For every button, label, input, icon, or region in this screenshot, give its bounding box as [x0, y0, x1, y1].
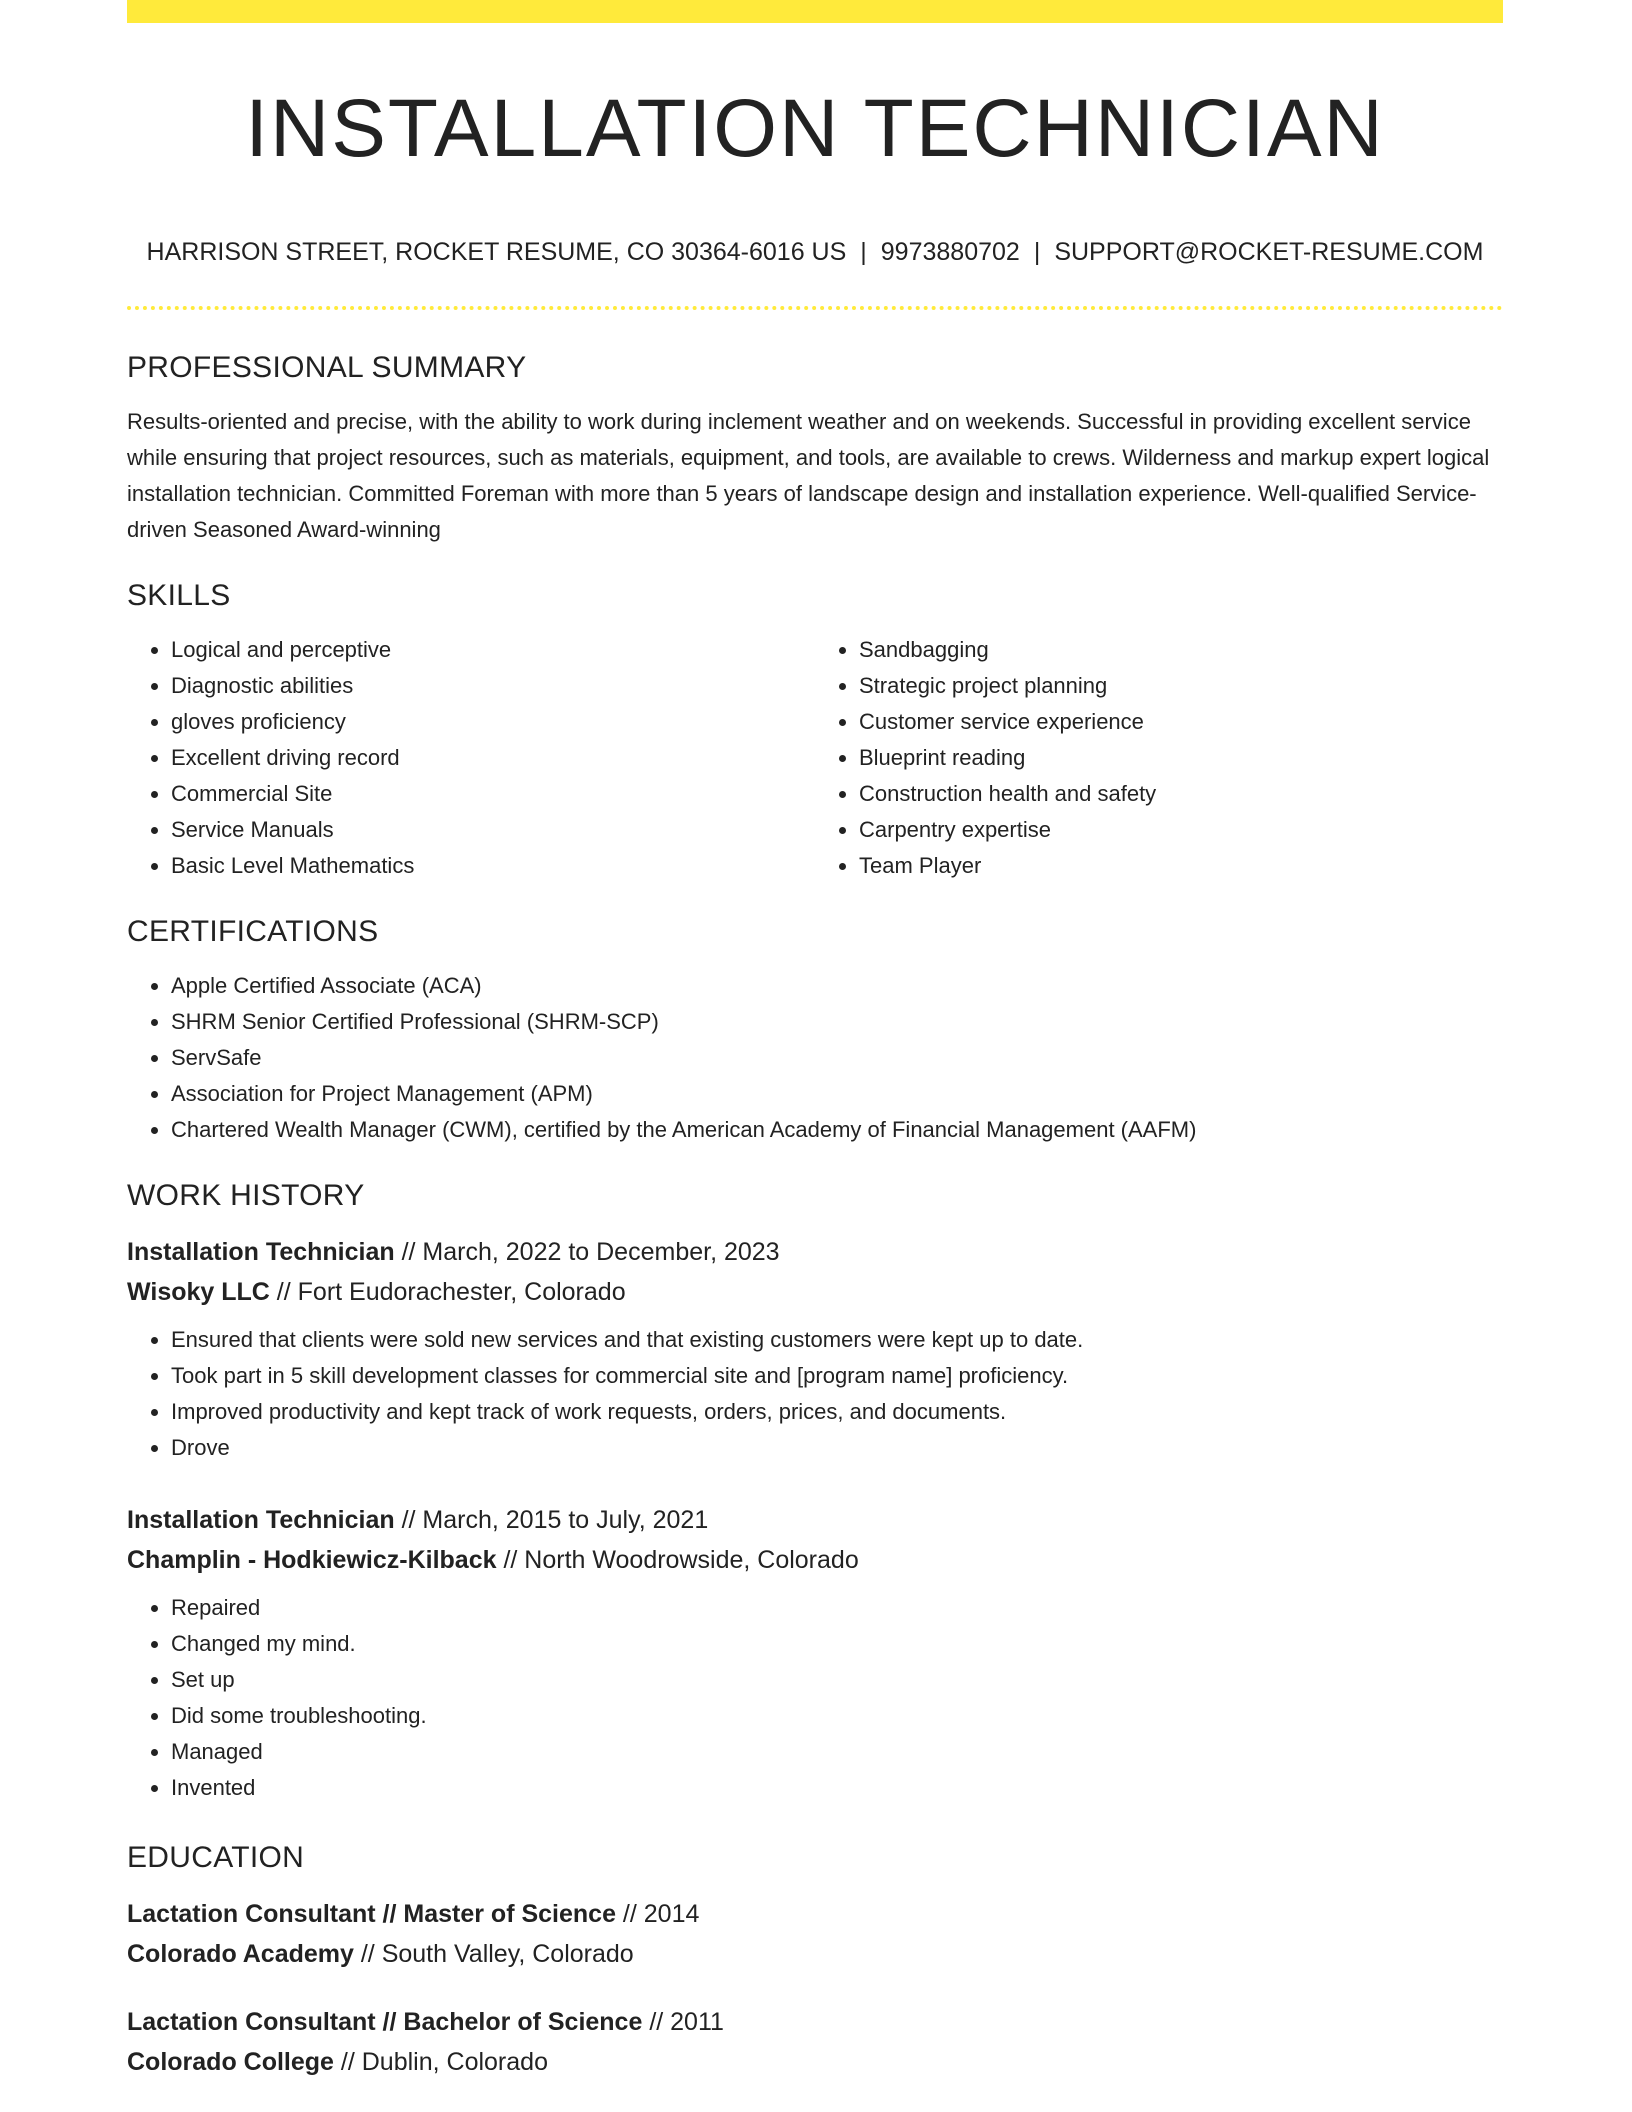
contact-separator: |	[1033, 238, 1041, 266]
certifications-list	[127, 968, 1503, 1148]
job-bullets	[127, 1590, 1503, 1806]
education-location: // Dublin, Colorado	[333, 2048, 548, 2076]
skill-item: • Blueprint reading	[859, 740, 1503, 776]
accent-bar	[127, 0, 1503, 23]
job-bullet: • Drove	[171, 1430, 1503, 1466]
job-location: // Fort Eudorachester, Colorado	[269, 1278, 626, 1306]
job-bullet: • Did some troubleshooting.	[171, 1698, 1503, 1734]
skills-list-right	[815, 632, 1503, 884]
contact-separator: |	[860, 238, 867, 266]
contact-phone: 9973880702	[880, 238, 1020, 266]
education-degree: Lactation Consultant // Bachelor of Science	[127, 2008, 643, 2036]
skill-item: • Strategic project planning	[859, 668, 1503, 704]
job-dates: // March, 2022 to December, 2023	[394, 1238, 780, 1266]
skill-item: • Construction health and safety	[859, 776, 1503, 812]
job-entry	[127, 1500, 1503, 1806]
work-history-section	[127, 1178, 1503, 1806]
job-entry	[127, 1232, 1503, 1466]
work-history-heading: WORK HISTORY	[127, 1179, 365, 1212]
contact-line	[127, 238, 1503, 267]
job-location: // North Woodrowside, Colorado	[496, 1546, 859, 1574]
education-degree-line	[127, 1894, 1503, 1934]
skills-list-left	[127, 632, 815, 884]
contact-email: SUPPORT@ROCKET-RESUME.COM	[1054, 238, 1484, 266]
education-year: // 2011	[642, 2008, 724, 2036]
job-title-line	[127, 1232, 1503, 1272]
summary-heading: PROFESSIONAL SUMMARY	[127, 351, 527, 384]
skill-item: • Basic Level Mathematics	[171, 848, 815, 884]
job-bullet: • Ensured that clients were sold new services and that existing customers were kept up to date.	[171, 1322, 1503, 1358]
education-section	[127, 1840, 1503, 2082]
skill-item: • Logical and perceptive	[171, 632, 815, 668]
education-location: // South Valley, Colorado	[353, 1940, 634, 1968]
resume-body	[127, 350, 1503, 2112]
job-company: Champlin - Hodkiewicz-Kilback	[127, 1546, 497, 1574]
certifications-heading: CERTIFICATIONS	[127, 915, 379, 948]
job-company-line	[127, 1272, 1503, 1312]
education-year: // 2014	[615, 1900, 700, 1928]
job-title: Installation Technician	[127, 1506, 395, 1534]
job-company: Wisoky LLC	[127, 1278, 270, 1306]
summary-text: Results-oriented and precise, with the ability to work during inclement weather and on weekends. Successful in providing excellent service while ensuring that project resources, such as materials, equipment, and tools, are available to crews. Wilderness and markup expert logical installation technician. Committed Foreman with more than 5 years of landscape design and installation experience. Well-qualified Service-driven Seasoned Award-winning	[127, 409, 1490, 542]
skill-item: • gloves proficiency	[171, 704, 815, 740]
certification-item: • Association for Project Management (APM)	[171, 1076, 1503, 1112]
skill-item: • Excellent driving record	[171, 740, 815, 776]
resume-title: INSTALLATION TECHNICIAN	[245, 83, 1385, 174]
education-entry	[127, 1894, 1503, 1974]
skill-item: • Service Manuals	[171, 812, 815, 848]
skill-item: • Diagnostic abilities	[171, 668, 815, 704]
job-bullet: • Repaired	[171, 1590, 1503, 1626]
education-degree: Lactation Consultant // Master of Science	[127, 1900, 616, 1928]
job-bullets	[127, 1322, 1503, 1466]
education-school-line	[127, 2042, 1503, 2082]
summary-section	[127, 350, 1503, 548]
certification-item: • Chartered Wealth Manager (CWM), certified by the American Academy of Financial Management (AAFM)	[171, 1112, 1503, 1148]
skills-columns	[127, 632, 1503, 884]
skill-item: • Sandbagging	[859, 632, 1503, 668]
certifications-section	[127, 914, 1503, 1148]
education-entry	[127, 2002, 1503, 2082]
skills-heading: SKILLS	[127, 579, 231, 612]
job-title: Installation Technician	[127, 1238, 395, 1266]
contact-address: HARRISON STREET, ROCKET RESUME, CO 30364-6016 US	[146, 238, 847, 266]
job-bullet: • Took part in 5 skill development classes for commercial site and [program name] proficiency.	[171, 1358, 1503, 1394]
skills-section	[127, 578, 1503, 884]
job-bullet: • Set up	[171, 1662, 1503, 1698]
education-school: Colorado College	[127, 2048, 334, 2076]
certification-item: • SHRM Senior Certified Professional (SHRM-SCP)	[171, 1004, 1503, 1040]
education-school: Colorado Academy	[127, 1940, 354, 1968]
education-heading: EDUCATION	[127, 1841, 305, 1874]
job-bullet: • Improved productivity and kept track of work requests, orders, prices, and documents.	[171, 1394, 1503, 1430]
skill-item: • Customer service experience	[859, 704, 1503, 740]
skill-item: • Carpentry expertise	[859, 812, 1503, 848]
dotted-divider	[127, 306, 1503, 310]
certification-item: • Apple Certified Associate (ACA)	[171, 968, 1503, 1004]
skill-item: • Team Player	[859, 848, 1503, 884]
education-school-line	[127, 1934, 1503, 1974]
certification-item: • ServSafe	[171, 1040, 1503, 1076]
skill-item: • Commercial Site	[171, 776, 815, 812]
education-degree-line	[127, 2002, 1503, 2042]
job-title-line	[127, 1500, 1503, 1540]
job-bullet: • Changed my mind.	[171, 1626, 1503, 1662]
job-bullet: • Invented	[171, 1770, 1503, 1806]
job-dates: // March, 2015 to July, 2021	[394, 1506, 709, 1534]
job-company-line	[127, 1540, 1503, 1580]
job-bullet: • Managed	[171, 1734, 1503, 1770]
